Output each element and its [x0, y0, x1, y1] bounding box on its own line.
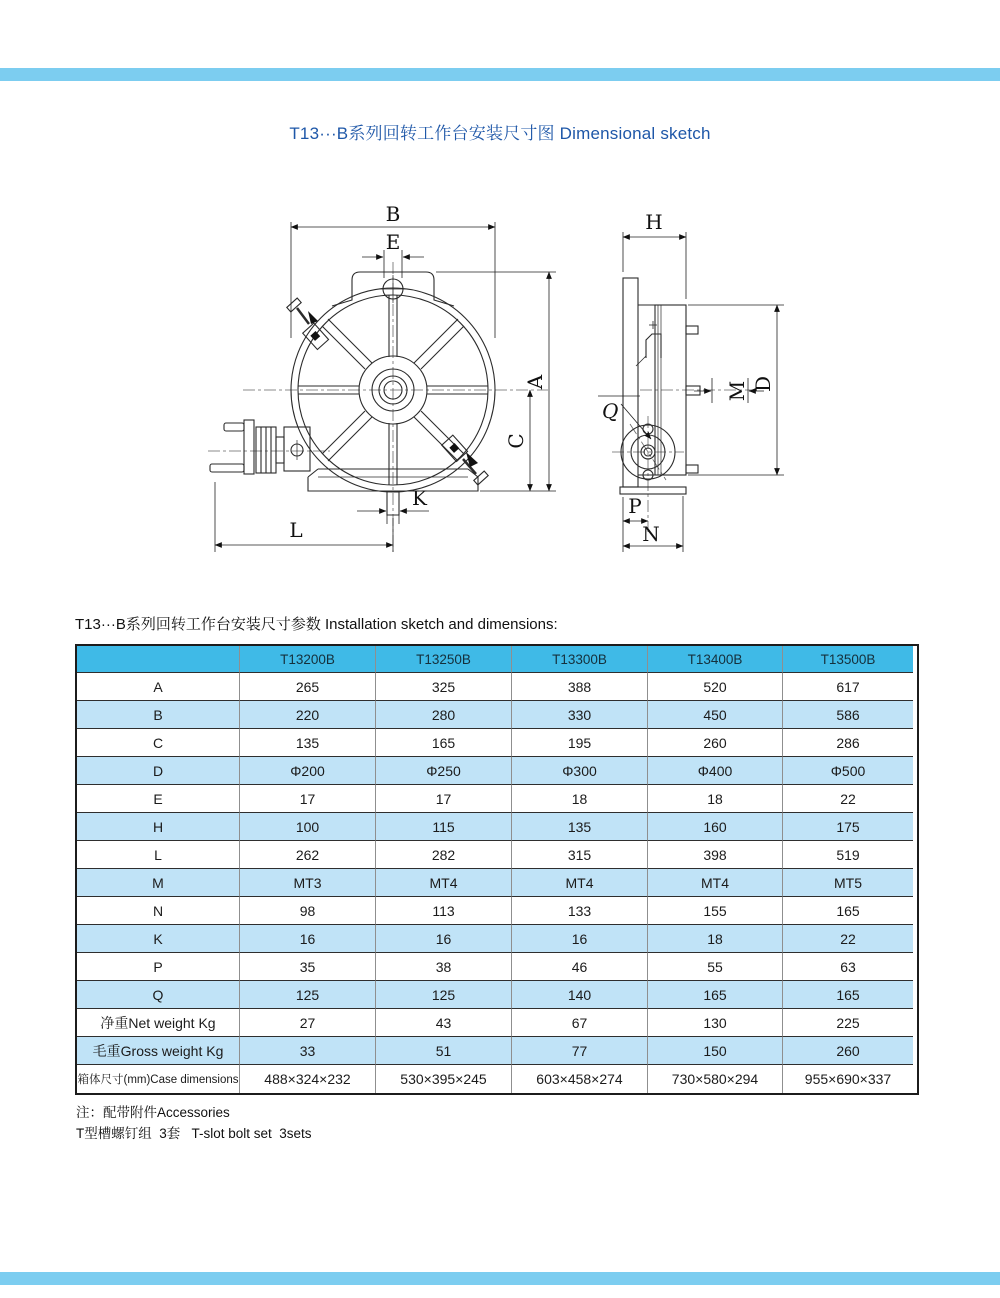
table-cell: 125 [376, 981, 512, 1009]
column-header: T13200B [240, 646, 376, 673]
bottom-accent-bar [0, 1272, 1000, 1285]
table-cell: 195 [512, 729, 648, 757]
table-cell: 262 [240, 841, 376, 869]
table-cell: 22 [783, 785, 913, 813]
row-label: A [77, 673, 240, 701]
table-cell: MT4 [512, 869, 648, 897]
column-header: T13250B [376, 646, 512, 673]
table-cell: 398 [648, 841, 783, 869]
row-label: B [77, 701, 240, 729]
column-header [77, 646, 240, 673]
table-cell: 150 [648, 1037, 783, 1065]
table-cell: MT4 [376, 869, 512, 897]
table-cell: 17 [240, 785, 376, 813]
table-cell: 603×458×274 [512, 1065, 648, 1093]
row-label: 毛重Gross weight Kg [77, 1037, 240, 1065]
table-cell: 33 [240, 1037, 376, 1065]
table-cell: Φ200 [240, 757, 376, 785]
table-cell: 617 [783, 673, 913, 701]
top-accent-bar [0, 68, 1000, 81]
dim-label-m: M [725, 380, 749, 402]
dim-label-n: N [642, 522, 660, 546]
table-cell: 220 [240, 701, 376, 729]
table-cell: 520 [648, 673, 783, 701]
column-header: T13500B [783, 646, 913, 673]
page-title: T13···B系列回转工作台安装尺寸图 Dimensional sketch [289, 124, 711, 143]
table-cell: 282 [376, 841, 512, 869]
row-label: E [77, 785, 240, 813]
column-header: T13400B [648, 646, 783, 673]
table-cell: 16 [512, 925, 648, 953]
dim-label-e: E [385, 230, 401, 254]
table-cell: 135 [512, 813, 648, 841]
table-cell: 165 [376, 729, 512, 757]
dim-label-k: K [412, 486, 427, 510]
table-cell: 130 [648, 1009, 783, 1037]
table-cell: 22 [783, 925, 913, 953]
row-label: Q [77, 981, 240, 1009]
table-cell: 16 [240, 925, 376, 953]
table-cell: 43 [376, 1009, 512, 1037]
row-label: P [77, 953, 240, 981]
table-cell: 135 [240, 729, 376, 757]
table-cell: 35 [240, 953, 376, 981]
table-cell: Φ300 [512, 757, 648, 785]
dim-label-l: L [289, 518, 303, 542]
dimension-lines [215, 222, 784, 552]
table-cell: 260 [648, 729, 783, 757]
table-cell: 115 [376, 813, 512, 841]
row-label: C [77, 729, 240, 757]
dimensional-sketch [0, 190, 1000, 582]
table-cell: 280 [376, 701, 512, 729]
row-label: 净重Net weight Kg [77, 1009, 240, 1037]
table-cell: 165 [648, 981, 783, 1009]
dim-label-d: D [751, 375, 775, 393]
dim-label-c: C [504, 433, 528, 449]
row-label: D [77, 757, 240, 785]
dim-label-p: P [628, 494, 642, 518]
dim-label-h: H [645, 210, 663, 234]
table-cell: 530×395×245 [376, 1065, 512, 1093]
table-cell: 51 [376, 1037, 512, 1065]
table-cell: Φ400 [648, 757, 783, 785]
table-cell: 265 [240, 673, 376, 701]
table-cell: 27 [240, 1009, 376, 1037]
table-cell: 16 [376, 925, 512, 953]
table-cell: 165 [783, 981, 913, 1009]
table-cell: 330 [512, 701, 648, 729]
table-cell: 730×580×294 [648, 1065, 783, 1093]
dim-label-q: Q [602, 399, 619, 423]
row-label: M [77, 869, 240, 897]
dim-label-a: A [523, 374, 547, 390]
table-cell: 225 [783, 1009, 913, 1037]
table-cell: 260 [783, 1037, 913, 1065]
table-cell: 519 [783, 841, 913, 869]
table-cell: 133 [512, 897, 648, 925]
table-cell: MT5 [783, 869, 913, 897]
table-cell: 113 [376, 897, 512, 925]
note-accessories: 注：配带附件Accessories [76, 1105, 230, 1120]
table-cell: 140 [512, 981, 648, 1009]
table-cell: 388 [512, 673, 648, 701]
table-cell: 98 [240, 897, 376, 925]
note-tslot-bolt-set: T型槽螺钉组 3套 T-slot bolt set 3sets [76, 1126, 312, 1141]
table-cell: 18 [648, 785, 783, 813]
table-cell: Φ500 [783, 757, 913, 785]
column-header: T13300B [512, 646, 648, 673]
row-label: H [77, 813, 240, 841]
table-cell: 67 [512, 1009, 648, 1037]
table-cell: MT4 [648, 869, 783, 897]
table-cell: 18 [512, 785, 648, 813]
table-cell: 450 [648, 701, 783, 729]
dim-label-b: B [385, 202, 401, 226]
row-label: L [77, 841, 240, 869]
dimensions-table [75, 644, 919, 1095]
row-label: 箱体尺寸(mm)Case dimensions [77, 1065, 240, 1093]
table-cell: 46 [512, 953, 648, 981]
table-cell: 17 [376, 785, 512, 813]
side-view [620, 278, 700, 494]
row-label: N [77, 897, 240, 925]
table-cell: 77 [512, 1037, 648, 1065]
table-cell: 155 [648, 897, 783, 925]
table-cell: 325 [376, 673, 512, 701]
table-cell: 955×690×337 [804, 1071, 892, 1087]
section-title: T13···B系列回转工作台安装尺寸参数 Installation sketch and dimensions: [75, 616, 558, 633]
table-cell: 286 [783, 729, 913, 757]
table-cell: Φ250 [376, 757, 512, 785]
row-label: K [77, 925, 240, 953]
table-cell: 175 [783, 813, 913, 841]
table-cell: 55 [648, 953, 783, 981]
table-cell: 488×324×232 [240, 1065, 376, 1093]
table-cell: 18 [648, 925, 783, 953]
table-cell: 100 [240, 813, 376, 841]
table-cell: 165 [783, 897, 913, 925]
front-view [210, 272, 495, 515]
table-cell: 315 [512, 841, 648, 869]
table-cell: 125 [240, 981, 376, 1009]
table-cell: 38 [376, 953, 512, 981]
table-cell: MT3 [240, 869, 376, 897]
table-cell: 63 [783, 953, 913, 981]
table-cell: 160 [648, 813, 783, 841]
table-cell: 586 [783, 701, 913, 729]
